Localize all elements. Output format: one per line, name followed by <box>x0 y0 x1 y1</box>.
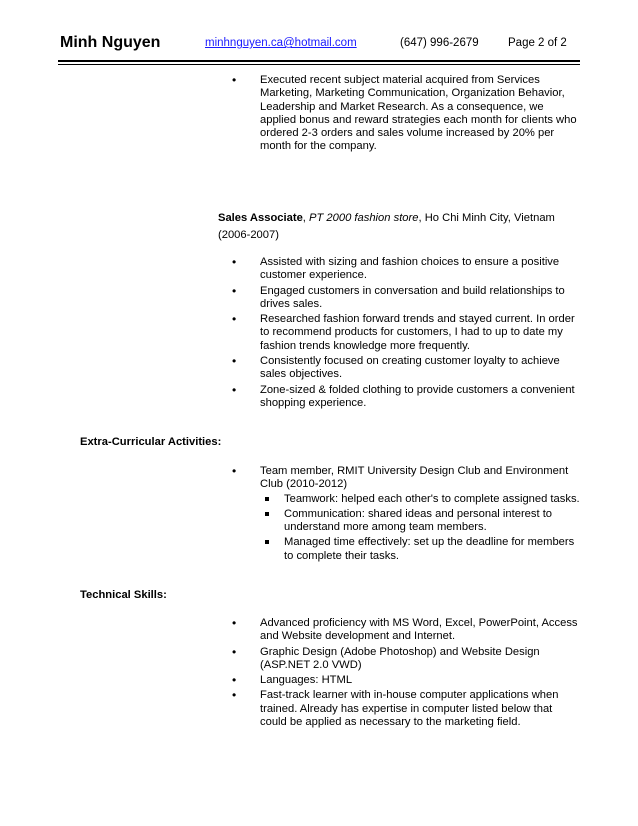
header-rule-thin <box>58 64 580 65</box>
job-location: Ho Chi Minh City, Vietnam <box>424 212 555 224</box>
list-item: • Fast-track learner with in-house computer applications when trained. Already has expertise in computer listed below that could be applied as necessary to the marketing field. <box>232 689 580 729</box>
job-entry: Sales Associate, PT 2000 fashion store, Ho Chi Minh City, Vietnam (2006-2007) <box>218 212 555 241</box>
list-item: • Graphic Design (Adobe Photoshop) and Website Design (ASP.NET 2.0 VWD) <box>232 646 580 673</box>
list-item: • Executed recent subject material acquired from Services Marketing, Marketing Communication, Organization Behavior, Leadership and Market Research. As a consequence, we applied bonus and reward strategies each month for clients who ordered 2-3 orders and sales volume increased by 20% per month for the company. <box>232 74 580 154</box>
phone-number: (647) 996-2679 <box>400 37 479 49</box>
list-item: • Languages: HTML <box>232 674 580 687</box>
top-bullet-list <box>232 74 580 154</box>
list-item: • Consistently focused on creating customer loyalty to achieve sales objectives. <box>232 355 580 382</box>
header-rule-thick <box>58 60 580 62</box>
skills-bullet-list <box>232 617 580 729</box>
extra-item: Team member, RMIT University Design Club and Environment Club (2010-2012) <box>260 465 569 491</box>
list-item: • Researched fashion forward trends and stayed current. In order to recommend products for customers, I had to up to date my fashion trends knowledge more frequently. <box>232 313 580 353</box>
top-bullets <box>232 74 580 156</box>
job-company: PT 2000 fashion store <box>309 212 419 224</box>
extra-bullet-list <box>232 465 580 563</box>
job-bullets <box>232 256 580 412</box>
list-item: Teamwork: helped each other's to complete assigned tasks. <box>260 493 580 506</box>
list-item: • Zone-sized & folded clothing to provide customers a convenient shopping experience. <box>232 384 580 411</box>
list-item: Communication: shared ideas and personal interest to understand more among team members. <box>260 508 580 535</box>
extra-section <box>232 465 580 565</box>
extra-sub-list <box>260 493 580 563</box>
candidate-name: Minh Nguyen <box>60 34 161 51</box>
skills-section <box>232 617 580 731</box>
list-item: Managed time effectively: set up the deadline for members to complete their tasks. <box>260 536 580 563</box>
page-number: Page 2 of 2 <box>508 37 567 49</box>
list-item: • Engaged customers in conversation and build relationships to drives sales. <box>232 285 580 312</box>
job-bullet-list <box>232 256 580 410</box>
skills-heading: Technical Skills: <box>80 589 167 601</box>
extra-heading: Extra-Curricular Activities: <box>80 436 222 448</box>
job-title: Sales Associate <box>218 212 303 224</box>
email-link[interactable]: minhnguyen.ca@hotmail.com <box>205 37 357 49</box>
list-item: • Assisted with sizing and fashion choices to ensure a positive customer experience. <box>232 256 580 283</box>
job-dates: (2006-2007) <box>218 229 279 241</box>
page-header <box>60 34 580 57</box>
list-item <box>232 465 580 563</box>
list-item: • Advanced proficiency with MS Word, Excel, PowerPoint, Access and Website development and Internet. <box>232 617 580 644</box>
